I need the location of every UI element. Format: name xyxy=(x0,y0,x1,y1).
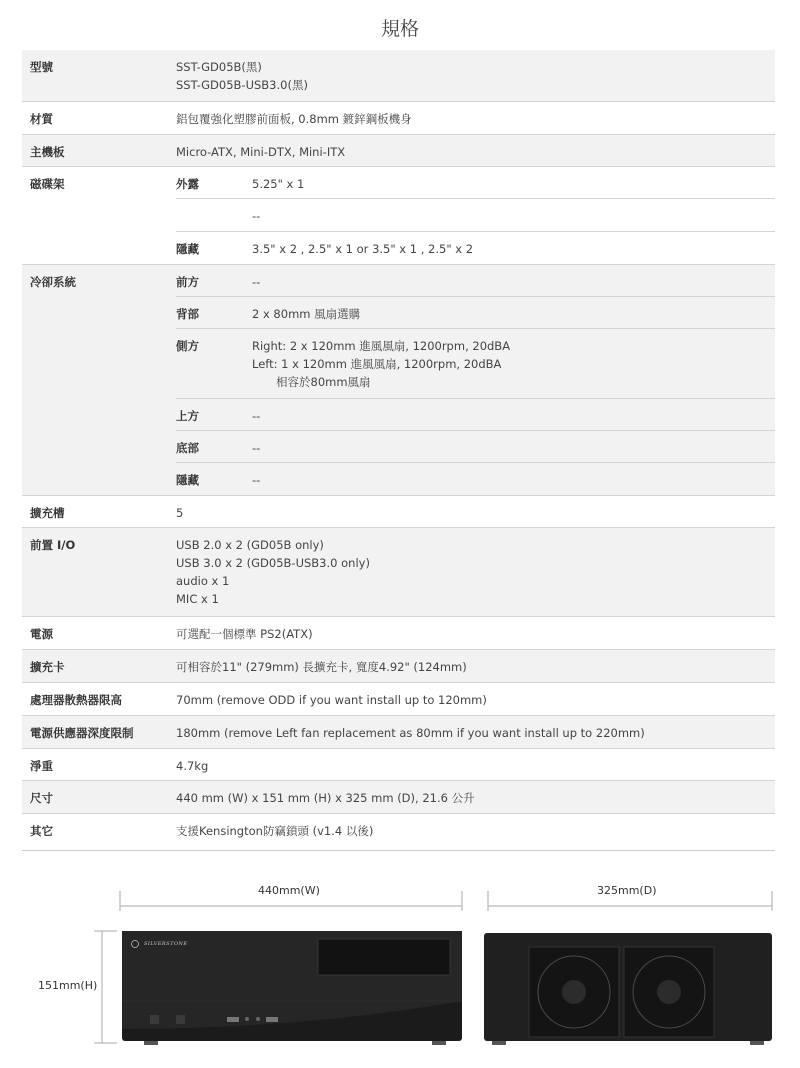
value-psu-depth: 180mm (remove Left fan replacement as 80mm if you want install up to 220mm) xyxy=(176,726,645,740)
front-io-line-2: USB 3.0 x 2 (GD05B-USB3.0 only) xyxy=(176,556,370,570)
model-line-1: SST-GD05B(黑) xyxy=(176,60,262,74)
label-net-weight: 淨重 xyxy=(30,759,53,773)
label-other: 其它 xyxy=(30,824,53,838)
cooling-side-value xyxy=(252,337,510,391)
cooling-top-label: 上方 xyxy=(176,409,199,423)
reset-button xyxy=(176,1015,185,1024)
cooling-front-label: 前方 xyxy=(176,275,199,289)
model-line-2: SST-GD05B-USB3.0(黑) xyxy=(176,78,308,92)
drive-bays-external-label: 外露 xyxy=(176,177,199,191)
row-model xyxy=(22,50,775,102)
cooling-side-line-1: Right: 2 x 120mm 進風風扇, 1200rpm, 20dBA xyxy=(252,339,511,353)
value-other: 支援Kensington防竊鎖頭 (v1.4 以後) xyxy=(176,824,374,838)
case-side-view xyxy=(484,933,772,1045)
optical-drive-bay xyxy=(318,939,450,975)
cooling-hidden-value: -- xyxy=(252,473,261,487)
row-psu xyxy=(22,617,775,650)
audio-port xyxy=(245,1017,249,1021)
label-psu-depth: 電源供應器深度限制 xyxy=(30,726,134,740)
mic-port xyxy=(256,1017,260,1021)
cooling-side-label: 側方 xyxy=(176,339,199,353)
value-model xyxy=(176,58,308,94)
value-net-weight: 4.7kg xyxy=(176,759,209,773)
drive-bays-external-2 xyxy=(176,199,775,232)
cooling-top xyxy=(176,399,775,431)
width-dimension-line xyxy=(120,891,462,911)
row-material xyxy=(22,102,775,135)
label-material: 材質 xyxy=(30,112,53,126)
row-cooling xyxy=(22,265,775,496)
height-dimension-line xyxy=(94,931,117,1043)
drive-bays-external xyxy=(176,167,775,199)
row-cpu-cooler xyxy=(22,683,775,716)
drive-bays-external-value: 5.25" x 1 xyxy=(252,177,305,191)
spec-table xyxy=(22,50,775,849)
cooling-rear xyxy=(176,297,775,329)
label-model: 型號 xyxy=(30,60,53,74)
row-expansion-slots xyxy=(22,496,775,528)
label-expansion-card: 擴充卡 xyxy=(30,660,65,674)
row-drive-bays xyxy=(22,167,775,265)
row-dimensions xyxy=(22,781,775,814)
depth-label: 325mm(D) xyxy=(597,884,657,897)
cooling-bottom-value: -- xyxy=(252,441,261,455)
front-io-line-3: audio x 1 xyxy=(176,574,230,588)
label-cpu-cooler: 處理器散熱器限高 xyxy=(30,693,122,707)
value-front-io xyxy=(176,536,370,608)
value-cpu-cooler: 70mm (remove ODD if you want install up to 120mm) xyxy=(176,693,487,707)
value-dimensions: 440 mm (W) x 151 mm (H) x 325 mm (D), 21.6 公升 xyxy=(176,791,475,805)
value-expansion-slots: 5 xyxy=(176,506,184,520)
value-material: 鋁包覆強化塑膠前面板, 0.8mm 鍍鋅鋼板機身 xyxy=(176,112,412,126)
cooling-bottom-label: 底部 xyxy=(176,441,199,455)
cooling-hidden-label: 隱藏 xyxy=(176,473,199,487)
depth-dimension-line xyxy=(488,891,772,911)
dimension-figure xyxy=(22,850,775,1068)
row-net-weight xyxy=(22,749,775,781)
cooling-front-value: -- xyxy=(252,275,261,289)
label-front-io: 前置 I/O xyxy=(30,538,76,552)
label-motherboard: 主機板 xyxy=(30,145,65,159)
drive-bays-internal-value: 3.5" x 2 , 2.5" x 1 or 3.5" x 1 , 2.5" x 2 xyxy=(252,242,474,256)
usb-port-left xyxy=(227,1017,239,1022)
cooling-side-line-2: Left: 1 x 120mm 進風風扇, 1200rpm, 20dBA xyxy=(252,357,502,371)
figure-drawing xyxy=(22,851,775,1067)
usb-port-right xyxy=(266,1017,278,1022)
label-expansion-slots: 擴充槽 xyxy=(30,506,65,520)
power-button xyxy=(150,1015,159,1024)
case-front-view xyxy=(122,931,462,1045)
cooling-side xyxy=(176,329,775,399)
value-expansion-card: 可相容於11" (279mm) 長擴充卡, 寬度4.92" (124mm) xyxy=(176,660,467,674)
cooling-front xyxy=(176,265,775,297)
drive-bays-internal-label: 隱藏 xyxy=(176,242,199,256)
cooling-rear-value: 2 x 80mm 風扇選購 xyxy=(252,307,361,321)
drive-bays-external-value-2: -- xyxy=(252,209,261,223)
cooling-side-line-3: 相容於80mm風扇 xyxy=(276,375,371,389)
value-psu: 可選配一個標準 PS2(ATX) xyxy=(176,627,313,641)
label-cooling: 冷卻系統 xyxy=(30,275,76,289)
row-expansion-card xyxy=(22,650,775,683)
front-io-line-1: USB 2.0 x 2 (GD05B only) xyxy=(176,538,324,552)
drive-bays-internal xyxy=(176,232,775,264)
cooling-rear-label: 背部 xyxy=(176,307,199,321)
row-psu-depth xyxy=(22,716,775,749)
value-motherboard: Micro-ATX, Mini-DTX, Mini-ITX xyxy=(176,145,346,159)
page-title: 規格 xyxy=(380,18,419,40)
row-motherboard xyxy=(22,135,775,167)
height-label: 151mm(H) xyxy=(38,979,98,992)
cooling-hidden xyxy=(176,463,775,495)
brand-logo-text: SILVERSTONE xyxy=(144,941,188,947)
cooling-bottom xyxy=(176,431,775,463)
row-front-io xyxy=(22,528,775,617)
front-io-line-4: MIC x 1 xyxy=(176,592,219,606)
label-psu: 電源 xyxy=(30,627,53,641)
cooling-top-value: -- xyxy=(252,409,261,423)
label-drive-bays: 磁碟架 xyxy=(30,177,65,191)
width-label: 440mm(W) xyxy=(258,884,320,897)
row-other xyxy=(22,814,775,849)
label-dimensions: 尺寸 xyxy=(30,791,53,805)
